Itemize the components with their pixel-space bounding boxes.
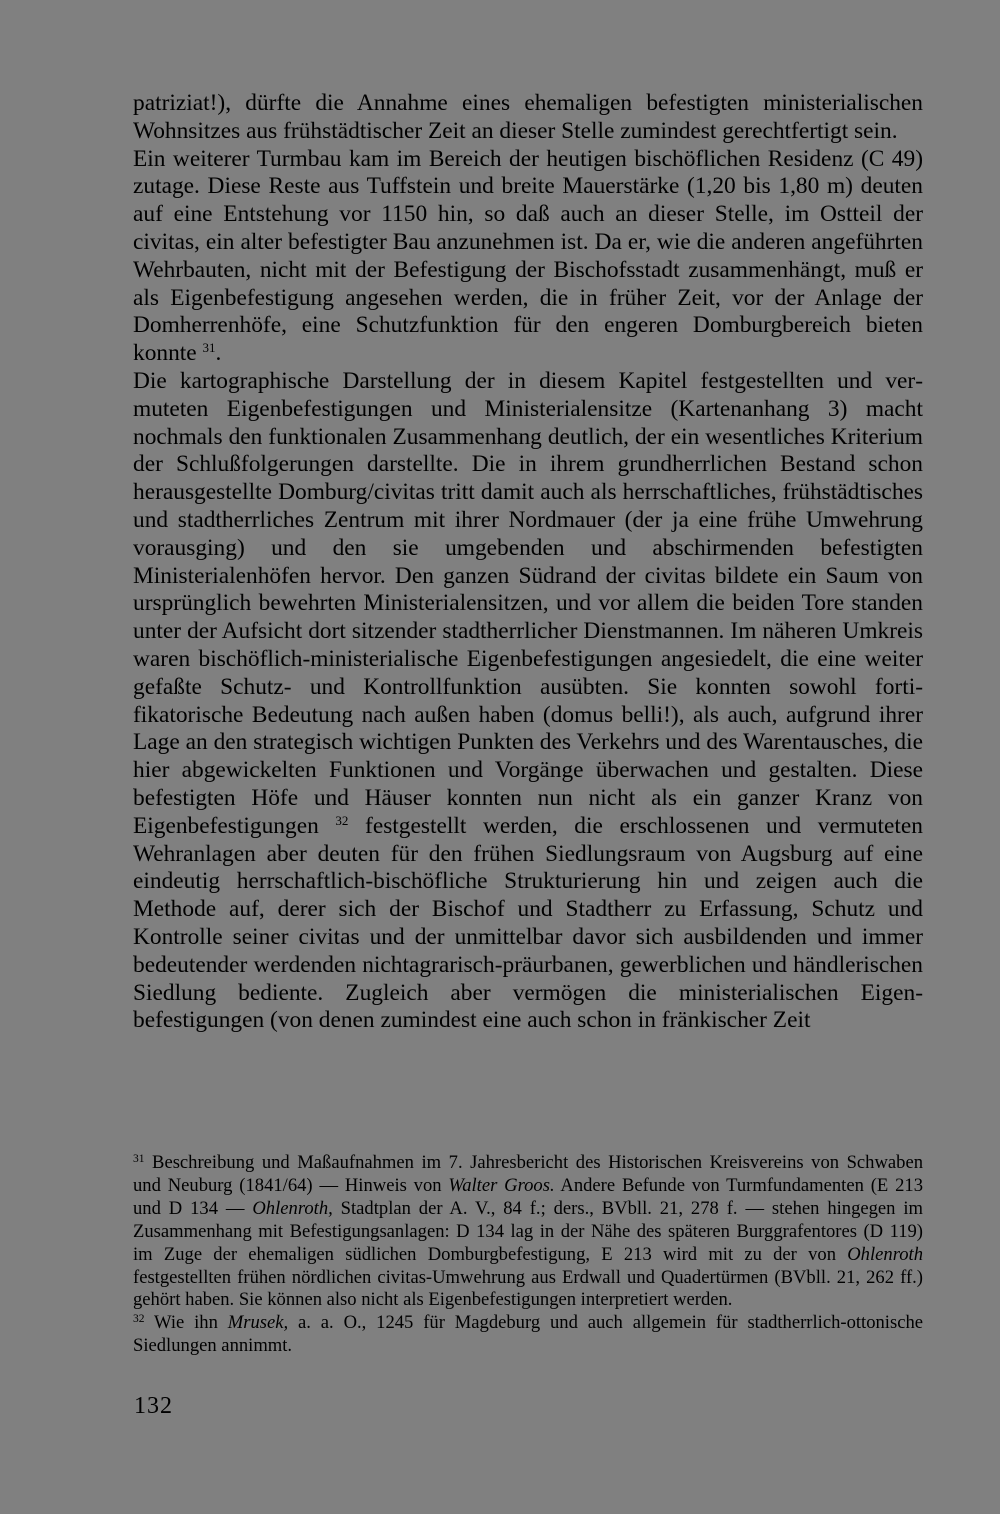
author-name: Mrusek, [227,1312,289,1334]
footnote-reference-32[interactable]: 32 [335,812,349,828]
footnote-text: Wie ihn [144,1312,228,1334]
paragraph-2 [133,146,923,368]
author-name: Walter Groos. [448,1174,555,1196]
book-page [133,90,923,1490]
footnote-32 [133,1312,923,1358]
footnote-31 [133,1152,923,1312]
paragraph-text: Die kartographische Darstellung der in diesem Kapitel festgestellten und vermuteten Eigenbefestigungen und Ministerialensitze (Kartenanhang 3) macht nochmals den funktionalen Zusammenhang deutlich, der ein wesentliches Kriterium der Schlußfolgerungen darstellte. Die in ihrem grundherrlichen Bestand schon herausgestellte Domburg/civitas tritt damit auch als herrschaftliches, frühstädtisches und stadtherrliches Zentrum mit ihrer Nordmauer (der ja eine frühe Umwehrung vorausging) und den sie umgebenden und abschirmenden befestigten Ministerialenhöfen hervor. Den ganzen Südrand der civitas bildete ein Saum von ursprünglich bewehrten Ministerialensitzen, und vor allem die beiden Tore standen unter der Aufsicht dort sitzender stadtherrlicher Dienstmannen. Im näheren Umkreis waren bischöflich-ministerialische Eigenbefestigungen angesiedelt, die eine weiter gefaßte Schutz- und Kontrollfunktion ausübten. Sie konnten sowohl fortifikatorische Bedeutung nach außen haben (domus belli!), als auch, aufgrund ihrer Lage an den strategisch wichtigen Punkten des Verkehrs und des Warentausches, die hier abgewickelten Funktionen und Vorgänge überwachen und gestalten. Diese befestigten Höfe und Häuser konnten nun nicht als ein ganzer Kranz von Eigenbefestigungen [133,367,923,839]
footnote-number: 32 [133,1313,145,1326]
paragraph-3 [133,368,923,1035]
footnote-text: Andere Befunde von Turmfundamenten (E 213 und D 134 — [133,1174,923,1219]
author-name: Ohlenroth [847,1243,923,1265]
author-name: Ohlenroth, [252,1197,333,1219]
paragraph-text: patriziat!), dürfte die Annahme eines ehemaligen befestigten ministerialischen Wohnsitzes aus frühstädtischer Zeit an dieser Stelle zumindest gerechtfertigt sein. [133,90,923,144]
body-text [133,90,923,1035]
paragraph-1 [133,90,923,146]
footnote-text: Beschreibung und Maßaufnahmen im 7. Jahresbericht des Historischen Kreisvereins von Schwaben und Neuburg (1841/64) — Hinweis von [133,1152,923,1196]
footnote-reference-31[interactable]: 31 [202,340,216,356]
footnote-number: 31 [133,1153,145,1165]
footnote-text: festgestellten frühen nördlichen civitas-Umwehrung aus Erdwall und Quadertürmen (BVbll. 21, 262 ff.) gehört haben. Sie können also nicht als Eigenbefestigungen interpretiert werden. [133,1266,923,1311]
paragraph-text-tail: . [215,340,222,367]
page-number: 132 [134,1393,173,1419]
footnote-text: a. a. O., 1245 für Magdeburg und auch allgemein für stadtherrlich-ottonische Siedlungen annimmt. [133,1312,923,1357]
footnote-text: Stadtplan der A. V., 84 f.; ders., BVbll. 21, 278 f. — stehen hingegen im Zusammenhang mit Befestigungsanlagen: D 134 lag in der Nähe des späteren Burggrafentores (D 119) im Zuge der ehemaligen südlichen Domburgbefestigung, E 213 wird mit zu der von [133,1197,923,1265]
paragraph-text-tail: festgestellt werden, die erschlossenen und vermuteten Wehranlagen aber deuten für den frühen Siedlungsraum von Augsburg auf eine eindeutig herrschaftlich-bischöfliche Strukturierung hin und zeigen auch die Methode auf, derer sich der Bischof und Stadtherr zu Erfassung, Schutz und Kontrolle seiner civitas und der unmittelbar davor sich ausbildenden und immer bedeutender werdenden nichtagrarisch-präurbanen, gewerblichen und händlerischen Siedlung bediente. Zugleich aber vermögen die ministerialischen Eigenbefestigungen (von denen zumindest eine auch schon in fränkischer Zeit [133,812,923,1034]
footnotes [133,1152,923,1358]
paragraph-text: Ein weiterer Turmbau kam im Bereich der heutigen bischöflichen Residenz (C 49) zutage. Diese Reste aus Tuffstein und breite Mauerstärke (1,20 bis 1,80 m) deuten auf eine Entstehung vor 1150 hin, so daß auch an dieser Stelle, im Ostteil der civitas, ein alter befestigter Bau anzunehmen ist. Da er, wie die anderen angeführten Wehrbauten, nicht mit der Befestigung der Bischofsstadt zusammenhängt, muß er als Eigenbefestigung angesehen werden, die in früher Zeit, vor der Anlage der Domherrenhöfe, eine Schutzfunktion für den engeren Domburgbereich bieten konnte [133,145,923,367]
